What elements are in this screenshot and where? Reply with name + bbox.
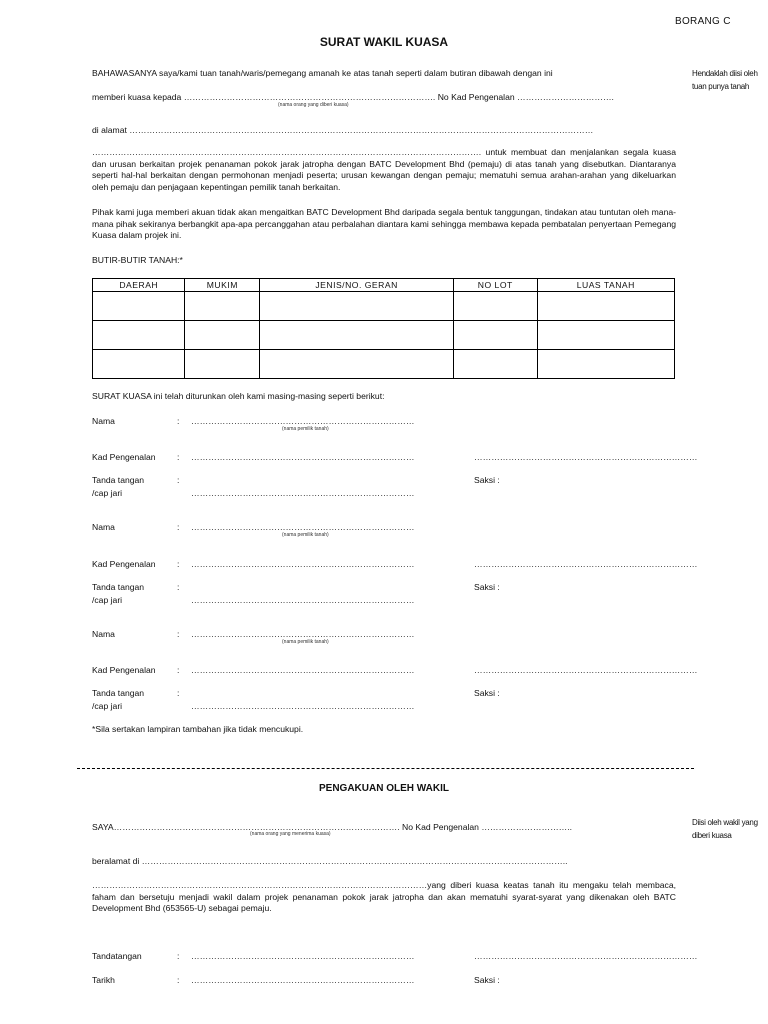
name-label: Nama xyxy=(92,522,115,532)
indemnity-paragraph: Pihak kami juga memberi akuan tidak akan mengaitkan BATC Development Bhd daripada segala bentuk tanggungan, tindakan atau tuntutan oleh mana-mana pihak sekiranya berbangkit apa-apa percanggahan atau perbalahan diantara kami sehingga membawa kepada pembatalan penyertaan Pemegang Kuasa dalam projek ini. xyxy=(92,207,676,240)
col-mukim: MUKIM xyxy=(185,279,260,292)
recipient-name-caption: (nama orang yang menerima kuasa) xyxy=(250,831,331,837)
table-cell[interactable] xyxy=(260,321,454,350)
ic-label: Kad Pengenalan xyxy=(92,665,156,675)
owner-name-field[interactable]: …………………………………………………………………… xyxy=(191,522,415,532)
attachment-note: *Sila sertakan lampiran tambahan jika tidak mencukupi. xyxy=(92,724,304,734)
witness-name-field[interactable]: …………………………………………………………………… xyxy=(474,559,698,569)
colon: : xyxy=(177,582,180,592)
thumbprint-label: /cap jari xyxy=(92,488,123,498)
signature-label: Tanda tangan xyxy=(92,475,145,485)
declaration-paragraph: ………………………………………………………………………………………………………yang diberi kuasa keatas tanah itu mengaku telah membaca, faham dan bersetuju menjadi wakil dalam projek penanaman pokok jarak jatropha dan akan mematuhi syarat-syarat yang dikenakan oleh BATC Development Bhd (653565-U) sebagai pemaju. xyxy=(92,880,676,913)
owner-name-caption: (nama pemilik tanah) xyxy=(282,426,329,432)
side-note-agent: Diisi oleh wakil yang diberi kuasa xyxy=(692,818,758,840)
thumbprint-label: /cap jari xyxy=(92,595,123,605)
owner-ic-field[interactable]: …………………………………………………………………… xyxy=(191,452,415,462)
table-row xyxy=(93,292,675,321)
agent-name-caption: (nama orang yang diberi kuasa) xyxy=(278,102,349,108)
declaration-address-line: beralamat di ………………………………………………………………………………………………………………………………….. xyxy=(92,856,568,866)
ic-label: Kad Pengenalan xyxy=(92,452,156,462)
colon: : xyxy=(177,452,180,462)
owner-name-caption: (nama pemilik tanah) xyxy=(282,639,329,645)
table-cell[interactable] xyxy=(453,292,537,321)
declaration-witness-name-field[interactable]: …………………………………………………………………… xyxy=(474,951,698,961)
col-no-lot: NO LOT xyxy=(453,279,537,292)
colon: : xyxy=(177,951,180,961)
side-note-owner: Hendaklah diisi oleh tuan punya tanah xyxy=(692,69,758,91)
intro-line-1: BAHAWASANYA saya/kami tuan tanah/waris/pemegang amanah ke atas tanah seperti dalam butiran dibawah dengan ini xyxy=(92,68,553,78)
table-cell[interactable] xyxy=(453,321,537,350)
declaration-title: PENGAKUAN OLEH WAKIL xyxy=(319,783,449,794)
owner-signature-field[interactable]: …………………………………………………………………… xyxy=(191,595,415,605)
table-cell[interactable] xyxy=(93,321,185,350)
signature-label: Tanda tangan xyxy=(92,582,145,592)
page-title: SURAT WAKIL KUASA xyxy=(319,35,449,49)
colon: : xyxy=(177,475,180,485)
witness-name-field[interactable]: …………………………………………………………………… xyxy=(474,452,698,462)
owner-signature-field[interactable]: …………………………………………………………………… xyxy=(191,488,415,498)
authority-paragraph: ………………………………………………………………………………………………………………………. untuk membuat dan menjalankan segala kuasa dan urusan berkaitan projek penanaman pokok jarak jatropha dengan BATC Development Bhd (pemaju) di atas tanah yang disebutkan. Diantaranya seperti hal-hal berkaitan dengan permohonan menjadi peserta; urusan kewangan dengan pemaju; mematuhi semua arahan-arahan yang dikeluarkan oleh pemaju dan penjagaan kepentingan pemilik tanah berkaitan. xyxy=(92,147,676,192)
table-cell[interactable] xyxy=(185,350,260,379)
declaration-line-1: SAYA………………………………………………………………………………………. No Kad Pengenalan ………………………….. xyxy=(92,822,573,832)
witness-label: Saksi : xyxy=(474,475,500,485)
name-label: Nama xyxy=(92,416,115,426)
table-cell[interactable] xyxy=(260,350,454,379)
owner-signature-field[interactable]: …………………………………………………………………… xyxy=(191,701,415,711)
colon: : xyxy=(177,416,180,426)
table-row xyxy=(93,350,675,379)
colon: : xyxy=(177,629,180,639)
land-details-table xyxy=(92,278,675,379)
witness-label: Saksi : xyxy=(474,582,500,592)
table-cell[interactable] xyxy=(185,292,260,321)
col-jenis-geran: JENIS/NO. GERAN xyxy=(260,279,454,292)
colon: : xyxy=(177,665,180,675)
owner-name-field[interactable]: …………………………………………………………………… xyxy=(191,629,415,639)
owner-name-caption: (nama pemilik tanah) xyxy=(282,532,329,538)
colon: : xyxy=(177,688,180,698)
signature-label: Tanda tangan xyxy=(92,688,145,698)
table-cell[interactable] xyxy=(93,292,185,321)
ic-label: Kad Pengenalan xyxy=(92,559,156,569)
declaration-date-label: Tarikh xyxy=(92,975,115,985)
witness-label: Saksi : xyxy=(474,688,500,698)
table-cell[interactable] xyxy=(537,292,674,321)
intro-line-2: memberi kuasa kepada ……………………………………………………………………………. No Kad Pengenalan ……………………………. xyxy=(92,92,614,102)
form-code: BORANG C xyxy=(675,16,731,27)
table-cell[interactable] xyxy=(93,350,185,379)
name-label: Nama xyxy=(92,629,115,639)
owner-ic-field[interactable]: …………………………………………………………………… xyxy=(191,559,415,569)
declaration-signature-label: Tandatangan xyxy=(92,951,142,961)
col-daerah: DAERAH xyxy=(93,279,185,292)
table-cell[interactable] xyxy=(537,350,674,379)
signatories-intro: SURAT KUASA ini telah diturunkan oleh kami masing-masing seperti berikut: xyxy=(92,391,385,401)
col-luas-tanah: LUAS TANAH xyxy=(537,279,674,292)
colon: : xyxy=(177,559,180,569)
declaration-date-field[interactable]: …………………………………………………………………… xyxy=(191,975,415,985)
cut-line xyxy=(77,768,694,769)
table-cell[interactable] xyxy=(260,292,454,321)
table-cell[interactable] xyxy=(185,321,260,350)
owner-name-field[interactable]: …………………………………………………………………… xyxy=(191,416,415,426)
witness-name-field[interactable]: …………………………………………………………………… xyxy=(474,665,698,675)
land-details-label: BUTIR-BUTIR TANAH:* xyxy=(92,255,183,265)
address-line: di alamat ……………………………………………………………………………………………………………………………………………… xyxy=(92,125,594,135)
declaration-witness-label: Saksi : xyxy=(474,975,500,985)
colon: : xyxy=(177,522,180,532)
declaration-signature-field[interactable]: …………………………………………………………………… xyxy=(191,951,415,961)
table-row xyxy=(93,321,675,350)
thumbprint-label: /cap jari xyxy=(92,701,123,711)
owner-ic-field[interactable]: …………………………………………………………………… xyxy=(191,665,415,675)
colon: : xyxy=(177,975,180,985)
table-cell[interactable] xyxy=(537,321,674,350)
table-cell[interactable] xyxy=(453,350,537,379)
land-table-header-row xyxy=(93,279,675,292)
